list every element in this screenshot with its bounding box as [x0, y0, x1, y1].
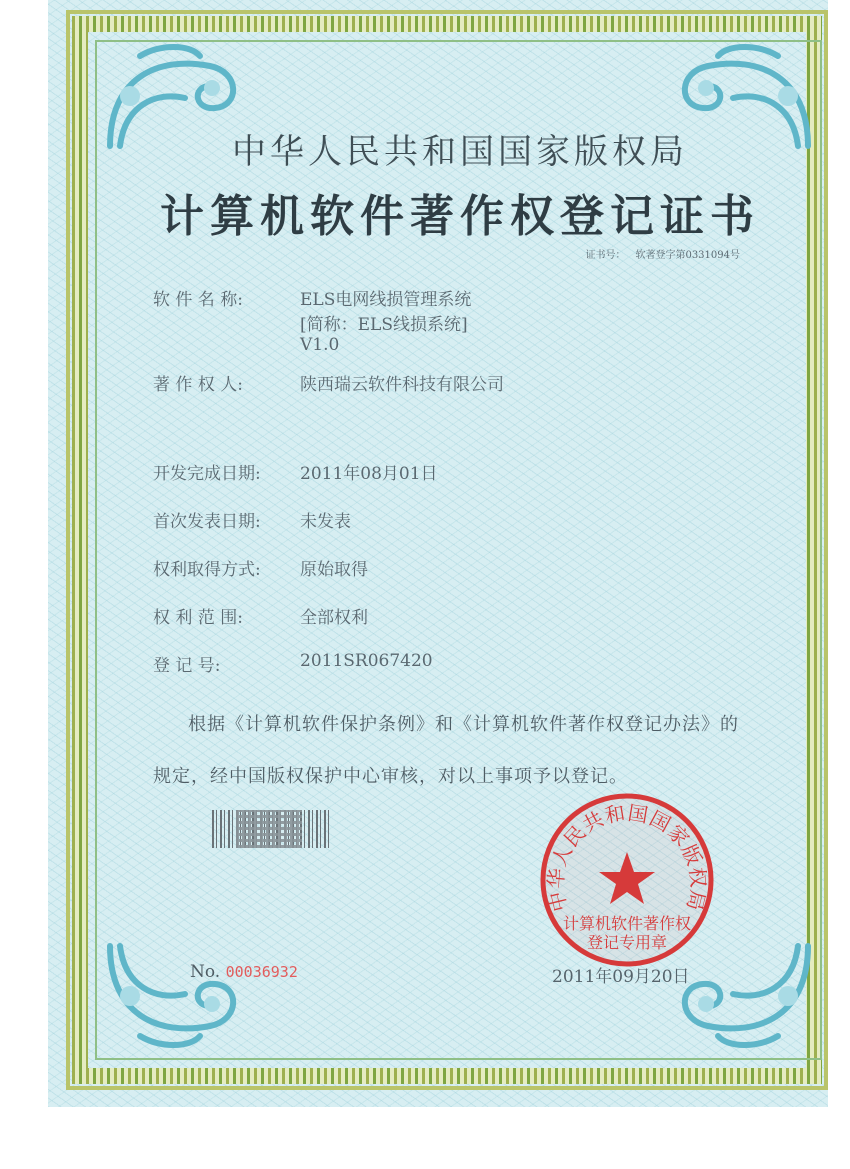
dev-date-row — [153, 459, 438, 484]
serial-number-label: No. — [190, 962, 221, 982]
software-short-name-line: [简称：ELS线损系统] — [300, 315, 468, 335]
official-seal — [537, 790, 717, 970]
certificate-title: 计算机软件著作权登记证书 — [160, 191, 760, 242]
software-version-line: V1.0 — [300, 335, 340, 355]
software-name-row — [153, 285, 471, 355]
barcode — [212, 810, 330, 848]
software-name-line: ELS电网线损管理系统 — [300, 290, 472, 310]
seal-inner-line: 登记专用章 — [586, 933, 667, 952]
seal-ring-text: 中华人民共和国国家版权局 — [543, 800, 711, 914]
serial-number-value: 00036932 — [225, 963, 298, 981]
registration-number-value: 2011SR067420 — [300, 651, 433, 671]
issuing-agency: 中华人民共和国国家版权局 — [232, 132, 688, 172]
certificate-number-value: 软著登字第0331094号 — [635, 250, 740, 261]
publish-date-value: 未发表 — [300, 512, 351, 532]
certificate-number-label: 证书号： — [585, 250, 626, 261]
software-name-label: 软 件 名 称: — [153, 290, 243, 310]
acquire-method-row — [153, 555, 368, 580]
serial-number — [190, 962, 298, 982]
rights-scope-row — [153, 603, 368, 628]
dev-date-label: 开发完成日期: — [153, 464, 261, 484]
statement-line: 根据《计算机软件保护条例》和《计算机软件著作权登记办法》的 — [188, 714, 739, 735]
acquire-method-label: 权利取得方式: — [153, 560, 261, 580]
dev-date-value: 2011年08月01日 — [300, 464, 438, 484]
owner-label: 著 作 权 人: — [153, 375, 243, 395]
corner-scroll-ornament — [100, 936, 250, 1056]
registration-number-row — [153, 651, 433, 676]
certificate-number — [585, 246, 740, 261]
publish-date-label: 首次发表日期: — [153, 512, 261, 532]
acquire-method-value: 原始取得 — [300, 560, 368, 580]
statement-line: 规定，经中国版权保护中心审核，对以上事项予以登记。 — [153, 766, 628, 787]
rights-scope-value: 全部权利 — [300, 608, 368, 628]
qr-code-block — [236, 810, 302, 848]
owner-value: 陕西瑞云软件科技有限公司 — [300, 375, 504, 395]
software-name-value — [300, 285, 471, 355]
registration-number-label: 登 记 号: — [153, 656, 221, 676]
issue-date: 2011年09月20日 — [552, 967, 690, 987]
publish-date-row — [153, 507, 351, 532]
owner-row — [153, 370, 504, 395]
seal-inner-line: 计算机软件著作权 — [562, 914, 691, 933]
rights-scope-label: 权 利 范 围: — [153, 608, 243, 628]
